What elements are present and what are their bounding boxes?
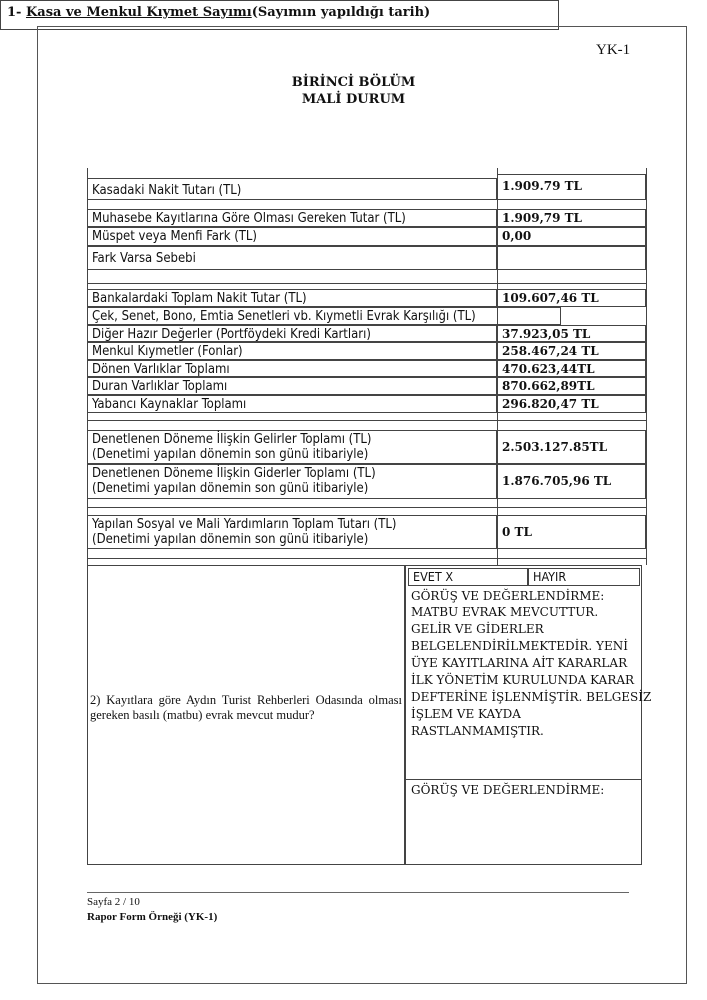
opinion-separator	[405, 779, 642, 780]
document-code: YK-1	[596, 42, 631, 58]
table-separator	[87, 283, 646, 284]
opinion-line: DEFTERİNE İŞLENMİŞTİR. BELGESİZ	[411, 690, 652, 704]
row-value: 258.467,24 TL	[497, 342, 646, 360]
row-label: Duran Varlıklar Toplamı	[87, 377, 497, 395]
row-value: 296.820,47 TL	[497, 395, 646, 413]
row-value: 470.623,44TL	[497, 360, 646, 377]
row-label-multiline	[87, 515, 497, 549]
opinion-line: ÜYE KAYITLARINA AİT KARARLAR	[411, 656, 628, 670]
table-separator	[87, 507, 646, 508]
row-label: Yabancı Kaynaklar Toplamı	[87, 395, 497, 413]
footer-rule	[87, 892, 629, 893]
row-label: Dönen Varlıklar Toplamı	[87, 360, 497, 377]
row-label: Denetlenen Döneme İlişkin Giderler Toplamı (TL)	[92, 466, 376, 481]
row-label-sub: (Denetimi yapılan dönemin son günü itibariyle)	[92, 447, 369, 462]
section-subtitle: MALİ DURUM	[301, 92, 406, 107]
table-column-divider	[497, 168, 498, 565]
row-value: 2.503.127.85TL	[497, 430, 646, 464]
yes-option[interactable]: EVET X	[408, 568, 528, 586]
row-value: 870.662,89TL	[497, 377, 646, 395]
opinion-line: İŞLEM VE KAYDA	[411, 707, 521, 721]
row-value: 1.909.79 TL	[497, 174, 646, 200]
table-left-border	[87, 168, 88, 565]
row-label: Bankalardaki Toplam Nakit Tutar (TL)	[87, 289, 497, 307]
question-1-title-rest: (Sayımın yapıldığı tarih)	[251, 5, 431, 20]
question-1-number: 1-	[7, 5, 22, 20]
page-number: Sayfa 2 / 10	[87, 896, 140, 908]
opinion-line: RASTLANMAMIŞTIR.	[411, 724, 544, 738]
question-2-text: 2) Kayıtlara göre Aydın Turist Rehberleri Odasında olması gereken basılı (matbu) evrak mevcut mudur?	[90, 693, 402, 722]
row-value: 109.607,46 TL	[497, 289, 646, 307]
no-option[interactable]: HAYIR	[528, 568, 640, 586]
opinion-label: GÖRÜŞ VE DEĞERLENDİRME:	[411, 589, 605, 603]
row-label: Yapılan Sosyal ve Mali Yardımların Toplam Tutarı (TL)	[92, 517, 397, 532]
table-separator	[87, 420, 646, 421]
opinion-label-2: GÖRÜŞ VE DEĞERLENDİRME:	[411, 783, 605, 797]
row-value: 1.909,79 TL	[497, 209, 646, 227]
row-label: Fark Varsa Sebebi	[87, 246, 497, 270]
row-value: 0 TL	[497, 515, 646, 549]
opinion-line: İLK YÖNETİM KURULUNDA KARAR	[411, 673, 635, 687]
row-label: Menkul Kıymetler (Fonlar)	[87, 342, 497, 360]
opinion-line: BELGELENDİRİLMEKTEDİR. YENİ	[411, 639, 628, 653]
form-name: Rapor Form Örneği (YK-1)	[87, 911, 218, 923]
section-title: BİRİNCİ BÖLÜM	[291, 75, 416, 90]
row-value: 37.923,05 TL	[497, 325, 646, 342]
row-label-sub: (Denetimi yapılan dönemin son günü itibariyle)	[92, 532, 369, 547]
row-label: Diğer Hazır Değerler (Portföydeki Kredi Kartları)	[87, 325, 497, 342]
row-label-sub: (Denetimi yapılan dönemin son günü itibariyle)	[92, 481, 369, 496]
opinion-line: GELİR VE GİDERLER	[411, 622, 544, 636]
row-label: Denetlenen Döneme İlişkin Gelirler Toplamı (TL)	[92, 432, 372, 447]
question-1-title: Kasa ve Menkul Kıymet Sayımı	[25, 5, 252, 20]
row-label: Çek, Senet, Bono, Emtia Senetleri vb. Kıymetli Evrak Karşılığı (TL)	[87, 307, 561, 325]
table-right-border	[646, 168, 647, 565]
opinion-line: MATBU EVRAK MEVCUTTUR.	[411, 605, 599, 619]
row-value: 0,00	[497, 227, 646, 246]
row-label-multiline	[87, 430, 497, 464]
row-label-multiline	[87, 464, 497, 499]
row-value: 1.876.705,96 TL	[497, 464, 646, 499]
table-separator	[87, 558, 646, 559]
row-label: Müspet veya Menfi Fark (TL)	[87, 227, 497, 246]
row-label: Kasadaki Nakit Tutarı (TL)	[87, 178, 497, 200]
row-value	[497, 246, 646, 270]
row-label: Muhasebe Kayıtlarına Göre Olması Gereken Tutar (TL)	[87, 209, 497, 227]
